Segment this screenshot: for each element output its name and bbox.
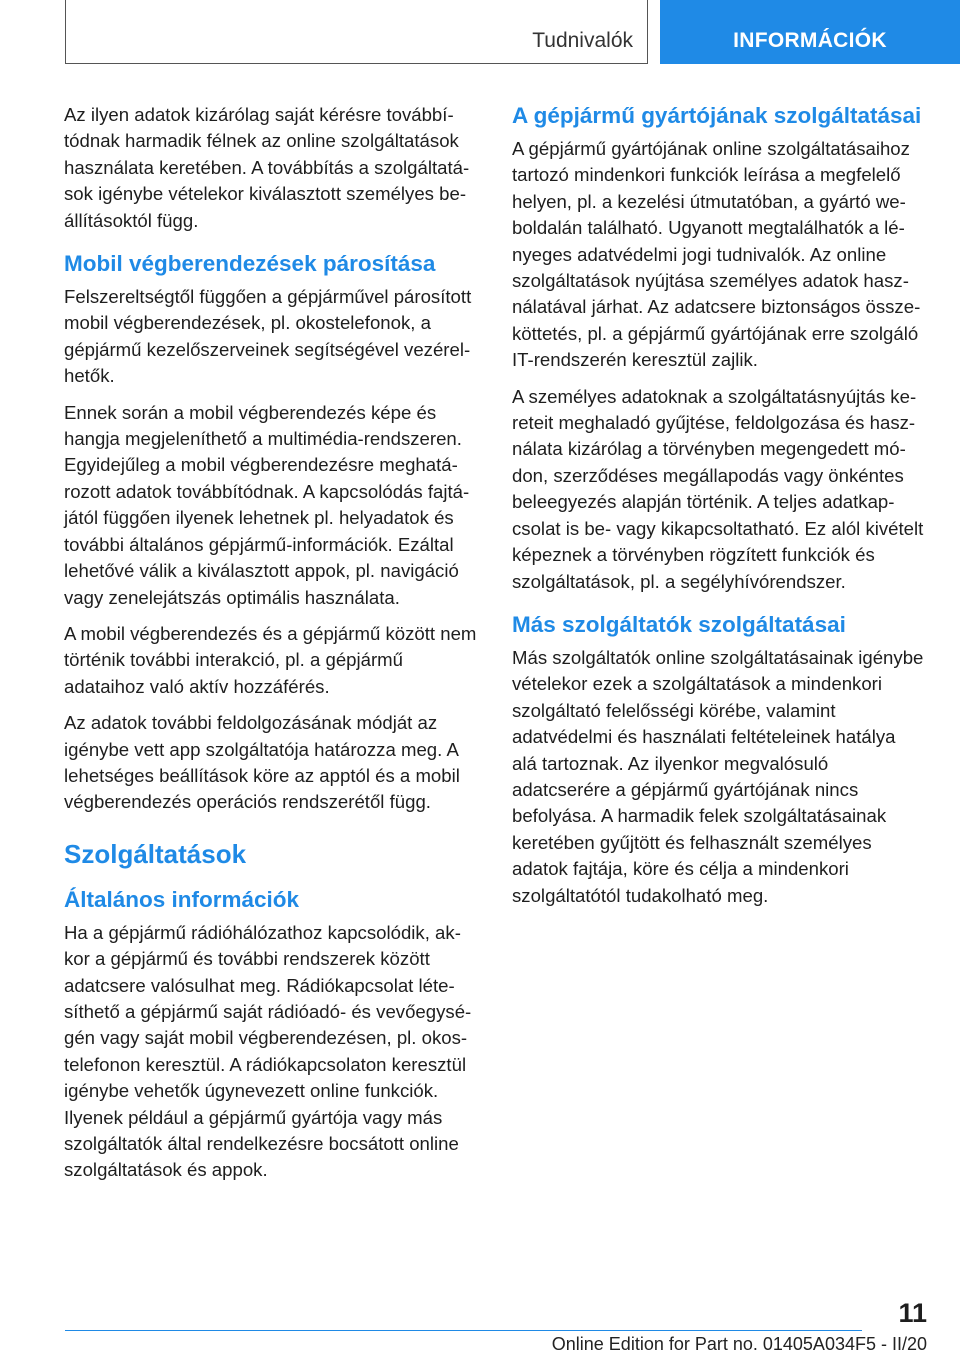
paragraph: Ha a gépjármű rádióhálózathoz kapcsolódik, akkor a gépjármű és további rendszerek között adatcsere valósulhat meg. Rádiókapcsolat létesíthető a gépjármű saját rádióadó- és vevőegységén vagy saját mobil végberendezésen, pl. okostelefonon keresztül. A rádiókapcsolaton keresztül igénybe vehetők úgynevezett online funkciók. Ilyenek például a gépjármű gyártója vagy más szolgáltatók által rendelkezésre bocsátott online szolgáltatások és appok.: [64, 921, 472, 1181]
footer-divider: [65, 1330, 862, 1331]
paragraph: A gépjármű gyártójának online szolgáltatásaihoz tartozó mindenkori funkciók leírása a megfelelő helyen, pl. a kezelési útmutatóban, a gyártó weboldalán található. Ugyanott megtalálhatók a lényeges adatvédelmi jogi tudnivalók. Az online szolgáltatások nyújtása személyes adatok használatával járhat. Az adatcsere biztonságos összeköttetés, pl. a gépjármű gyártójának erre szolgáló IT-rendszerén keresztül zajlik.: [512, 138, 921, 371]
heading-mobile-pairing: Mobil végberendezések párosítása: [64, 251, 436, 277]
left-column: [64, 102, 477, 1194]
paragraph: Ennek során a mobil végberendezés képe és hangja megjeleníthető a multimédia-rendszeren. Egyidejűleg a mobil végberendezésre meghatározott adatok továbbítódnak. A kapcsolódás fajtájától függően ilyenek lehetnek pl. helyadatok és további általános gépjármű-információk. Ezáltal lehetővé válik a kiválasztott appok, pl. navigáció vagy zenelejátszás optimális használata.: [64, 401, 470, 608]
paragraph: Az ilyen adatok kizárólag saját kérésre továbbítódnak harmadik félnek az online szolgáltatások használata keretében. A továbbítás a szolgáltatások igénybe vételekor kiválasztott személyes beállításoktól függ.: [64, 104, 470, 231]
paragraph: Más szolgáltatók online szolgáltatásainak igénybe vételekor ezek a szolgáltatások a mindenkori szolgáltató felelősségi körébe, valamint adatvédelmi és használati feltételeinek hatálya alá tartoznak. Az ilyenkor megvalósuló adatcserére a gépjármű gyártójának nincs befolyása. A harmadik felek szolgáltatásainak keretében gyűjtött és felhasznált személyes adatok fajtája, köre és célja a mindenkori szolgáltatótól tudakolható meg.: [512, 646, 924, 906]
paragraph: Felszereltségtől függően a gépjárművel párosított mobil végberendezések, pl. okostelefonok, a gépjármű kezelőszerveinek segítségével vezérelhetők.: [64, 286, 472, 387]
paragraph: A mobil végberendezés és a gépjármű között nem történik további interakció, pl. a gépjármű adataihoz való aktív hozzáférés.: [64, 622, 477, 697]
paragraph: A személyes adatoknak a szolgáltatásnyújtás kereteit meghaladó gyűjtése, feldolgozása és használata kizárólag a törvényben megengedett módon, szerződéses megállapodás vagy önkéntes beleegyezés alapján történik. A teljes adatkapcsolat is be- vagy kikapcsoltatható. Ez alól kivételt képeznek a törvényben rögzített funkciók és szolgáltatások, pl. a segélyhívórendszer.: [512, 385, 924, 592]
right-column: [512, 102, 925, 919]
header-box: [65, 0, 648, 64]
page-number: 11: [898, 1298, 927, 1328]
heading-services: Szolgáltatások: [64, 838, 247, 869]
footer-edition: Online Edition for Part no. 01405A034F5 - II/20: [551, 1334, 927, 1354]
section-title: Tudnivalók: [532, 29, 633, 52]
heading-other-providers: Más szolgáltatók szolgáltatásai: [512, 611, 846, 637]
heading-manufacturer-services: A gépjármű gyártójának szolgáltatásai: [512, 103, 922, 128]
heading-general-info: Általános információk: [64, 886, 300, 912]
paragraph: Az adatok további feldolgozásának módját az igénybe vett app szolgáltatója határozza meg. A lehetséges beállítások köre az apptól és a mobil végberendezés operációs rendszerétől függ.: [64, 712, 460, 813]
chapter-tab: INFORMÁCIÓK: [660, 0, 960, 64]
